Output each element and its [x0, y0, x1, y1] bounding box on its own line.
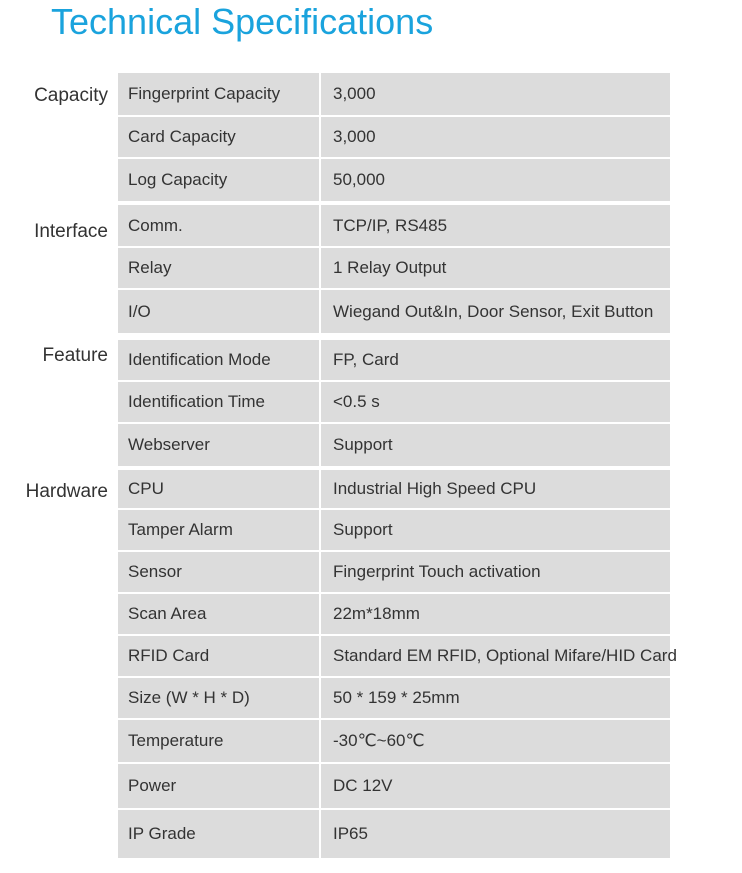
spec-name: RFID Card	[128, 646, 210, 665]
table-row	[118, 552, 670, 594]
table-row	[118, 340, 670, 382]
spec-name: Scan Area	[128, 604, 207, 623]
page-title: Technical Specifications	[51, 1, 434, 42]
table-row	[118, 117, 670, 159]
spec-value: -30℃~60℃	[333, 731, 425, 750]
column-divider	[319, 73, 321, 115]
group-label: Feature	[42, 345, 108, 366]
column-divider	[319, 470, 321, 508]
spec-value: IP65	[333, 824, 368, 843]
spec-name: Webserver	[128, 435, 210, 454]
column-divider	[319, 117, 321, 157]
column-divider	[319, 424, 321, 466]
spec-name: Temperature	[128, 731, 224, 750]
table-row	[118, 720, 670, 764]
column-divider	[319, 636, 321, 676]
table-row	[118, 470, 670, 510]
spec-name: Relay	[128, 258, 172, 277]
column-divider	[319, 720, 321, 762]
table-row	[118, 73, 670, 117]
spec-value: 22m*18mm	[333, 604, 420, 623]
column-divider	[319, 510, 321, 550]
spec-value: DC 12V	[333, 776, 393, 795]
table-row	[118, 290, 670, 333]
table-row	[118, 248, 670, 290]
spec-value: <0.5 s	[333, 392, 380, 411]
table-row	[118, 810, 670, 858]
spec-name: Log Capacity	[128, 170, 228, 189]
column-divider	[319, 340, 321, 380]
spec-name: Identification Mode	[128, 350, 271, 369]
column-divider	[319, 594, 321, 634]
table-row	[118, 678, 670, 720]
spec-value: 1 Relay Output	[333, 258, 447, 277]
spec-name: Comm.	[128, 215, 183, 235]
table-row	[118, 764, 670, 810]
spec-name: Size (W * H * D)	[128, 688, 250, 707]
spec-value: Support	[333, 520, 393, 539]
spec-table	[118, 73, 670, 201]
group-label: Hardware	[25, 481, 108, 502]
spec-value: TCP/IP, RS485	[333, 215, 448, 235]
spec-value: FP, Card	[333, 350, 399, 369]
spec-name: Fingerprint Capacity	[128, 84, 281, 103]
column-divider	[319, 159, 321, 201]
column-divider	[319, 552, 321, 592]
spec-table	[118, 470, 677, 858]
spec-value: 3,000	[333, 84, 376, 103]
spec-name: I/O	[128, 301, 151, 321]
spec-name: Card Capacity	[128, 127, 236, 146]
spec-value: Wiegand Out&In, Door Sensor, Exit Button	[333, 301, 654, 321]
spec-name: IP Grade	[128, 824, 196, 843]
spec-value: Fingerprint Touch activation	[333, 562, 541, 581]
column-divider	[319, 764, 321, 808]
spec-table	[118, 205, 670, 333]
spec-name: Sensor	[128, 562, 182, 581]
column-divider	[319, 205, 321, 246]
spec-value: Standard EM RFID, Optional Mifare/HID Card	[333, 646, 677, 665]
column-divider	[319, 290, 321, 333]
column-divider	[319, 382, 321, 422]
spec-value: 3,000	[333, 127, 376, 146]
table-row	[118, 205, 670, 248]
spec-value: 50,000	[333, 170, 385, 189]
spec-table	[118, 340, 670, 466]
spec-value: 50 * 159 * 25mm	[333, 688, 460, 707]
spec-name: CPU	[128, 479, 164, 498]
group-label: Capacity	[34, 85, 108, 106]
column-divider	[319, 248, 321, 288]
table-row	[118, 594, 670, 636]
column-divider	[319, 810, 321, 858]
table-row	[118, 636, 677, 678]
table-row	[118, 424, 670, 466]
table-row	[118, 510, 670, 552]
spec-name: Power	[128, 776, 177, 795]
table-row	[118, 382, 670, 424]
spec-value: Industrial High Speed CPU	[333, 479, 537, 498]
column-divider	[319, 678, 321, 718]
spec-name: Tamper Alarm	[128, 520, 233, 539]
group-label: Interface	[34, 221, 108, 242]
spec-name: Identification Time	[128, 392, 266, 411]
spec-value: Support	[333, 435, 393, 454]
table-row	[118, 159, 670, 201]
